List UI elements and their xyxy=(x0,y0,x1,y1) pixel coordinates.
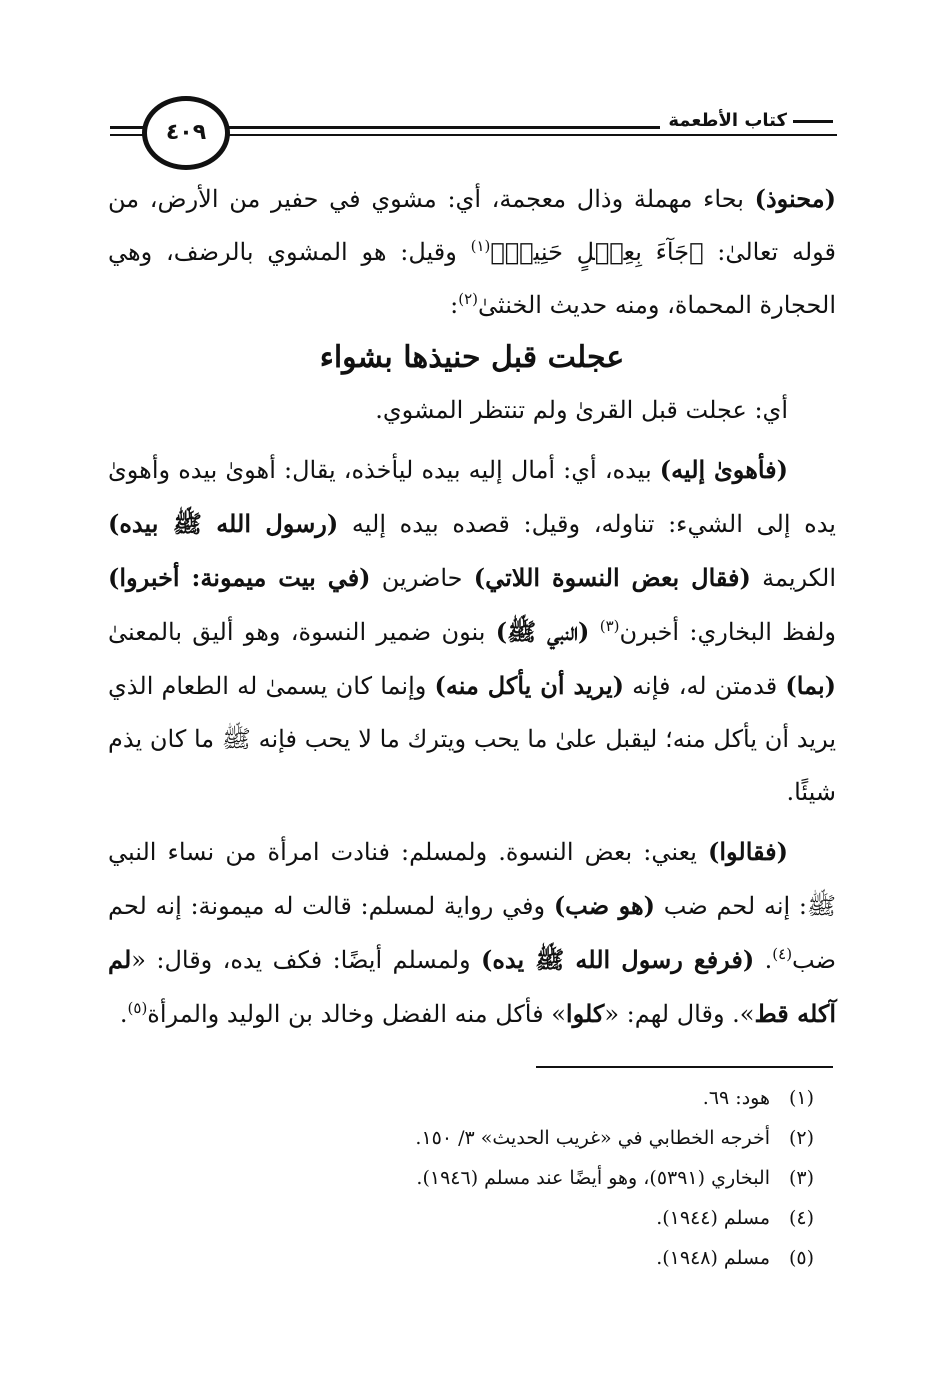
text-span: قدمتن له، فإنه xyxy=(624,672,786,700)
term-bold: لم آكله قط xyxy=(108,945,836,1028)
text-span: ». وقال لهم: « xyxy=(604,1000,755,1028)
page-number: ٤٠٩ xyxy=(142,96,230,170)
term-bold: (فقال بعض النسوة اللاتي) xyxy=(473,563,751,592)
book-title: كتاب الأطعمة xyxy=(668,110,787,131)
text-span: وفي رواية لمسلم: قالت له ميمونة: إنه لحم ضب xyxy=(108,892,836,974)
footnote-text: مسلم (١٩٤٨). xyxy=(656,1247,770,1269)
footnote-text: هود: ٦٩. xyxy=(702,1087,770,1109)
footnotes xyxy=(108,1078,820,1278)
term-bold: (النبي ﷺ) xyxy=(495,617,590,646)
term-bold: (في بيت ميمونة: أخبروا) xyxy=(108,563,371,592)
text-span xyxy=(589,618,599,646)
footnote-ref: (٢) xyxy=(458,290,478,308)
footnote-separator xyxy=(536,1066,833,1068)
footnote-text: أخرجه الخطابي في «غريب الحديث» ٣/ ١٥٠. xyxy=(415,1127,770,1149)
text-span: : xyxy=(450,291,459,319)
footnote-text: مسلم (١٩٤٤). xyxy=(656,1207,770,1229)
term-bold: (بما) xyxy=(785,671,836,700)
text-span: ولفظ البخاري: أخبرن xyxy=(619,618,837,646)
footnote-number: (٣) xyxy=(788,1167,814,1189)
text-span: حاضرين xyxy=(370,564,474,592)
paragraph-2: أي: عجلت قبل القرىٰ ولم تنتظر المشوي. xyxy=(375,396,788,424)
term-bold: (رسول الله ﷺ بيده) xyxy=(108,509,339,538)
text-span: يعني: بعض النسوة. ولمسلم: فنادت امرأة من نساء النبي ﷺ: إنه لحم ضب xyxy=(108,838,836,920)
footnote-number: (٥) xyxy=(788,1247,814,1269)
term-bold: (محنوذ) xyxy=(754,184,836,213)
footnote-text: البخاري (٥٣٩١)، وهو أيضًا عند مسلم (١٩٤٦). xyxy=(416,1167,770,1189)
text-span: . xyxy=(754,946,773,974)
running-title xyxy=(660,110,837,131)
text-span: بيده، أي: أمال إليه بيده ليأخذه، يقال: أهوىٰ بيده وأهوىٰ يده إلى الشيء: تناوله، وقيل: قصده بيده إليه xyxy=(108,456,836,538)
paragraph-3 xyxy=(108,443,836,819)
main-text xyxy=(108,172,836,1041)
footnote-ref: (٥) xyxy=(127,999,148,1017)
poetry-verse: عجلت قبل حنيذها بشواء xyxy=(319,340,625,375)
text-span: وإنما كان يسمىٰ له الطعام الذي يريد أن يأكل منه؛ ليقبل علىٰ ما يحب ويترك ما لا يحب فإنه ﷺ ما كان يذم شيئًا. xyxy=(108,672,836,806)
text-span: . xyxy=(119,1000,128,1028)
text-span: ولمسلم أيضًا: فكف يده، وقال: « xyxy=(131,946,481,974)
footnote-ref: (٣) xyxy=(599,617,620,635)
footnote-ref: (١) xyxy=(470,237,491,255)
term-bold: (هو ضب) xyxy=(553,891,656,920)
term-bold: (فرفع رسول الله ﷺ يده) xyxy=(480,945,755,974)
title-dash xyxy=(793,120,833,123)
term-bold: (يريد أن يأكل منه) xyxy=(434,671,624,700)
text-span: » فأكل منه الفضل وخالد بن الوليد والمرأة xyxy=(147,1000,566,1028)
term-bold: (فأهوىٰ إليه) xyxy=(659,455,788,484)
footnote-item xyxy=(108,1118,820,1158)
text-span: الكريمة xyxy=(750,564,837,592)
footnote-number: (٤) xyxy=(788,1207,814,1229)
paragraph-4 xyxy=(108,825,836,1041)
page-header xyxy=(110,92,837,172)
footnote-item xyxy=(108,1078,820,1118)
footnote-item xyxy=(108,1198,820,1238)
text-span: بحاء مهملة وذال معجمة، أي: مشوي في حفير من الأرض، من قوله تعالىٰ: ﴿جَآءَ بِعِجۡلٍ حَنِيذٖ﴾ xyxy=(108,185,837,266)
footnote-item xyxy=(108,1238,820,1278)
text-span: بنون ضمير النسوة، وهو أليق بالمعنىٰ xyxy=(108,618,496,646)
footnote-number: (١) xyxy=(788,1087,814,1109)
footnote-number: (٢) xyxy=(788,1127,814,1149)
footnote-item xyxy=(108,1158,820,1198)
text-span: وقيل: هو المشوي بالرضف، وهي الحجارة المحماة، ومنه حديث الخنثىٰ xyxy=(108,238,836,319)
footnote-ref: (٤) xyxy=(772,945,793,963)
paragraph-1 xyxy=(108,172,836,332)
term-bold: كلوا xyxy=(565,999,605,1028)
term-bold: (فقالوا) xyxy=(707,837,788,866)
